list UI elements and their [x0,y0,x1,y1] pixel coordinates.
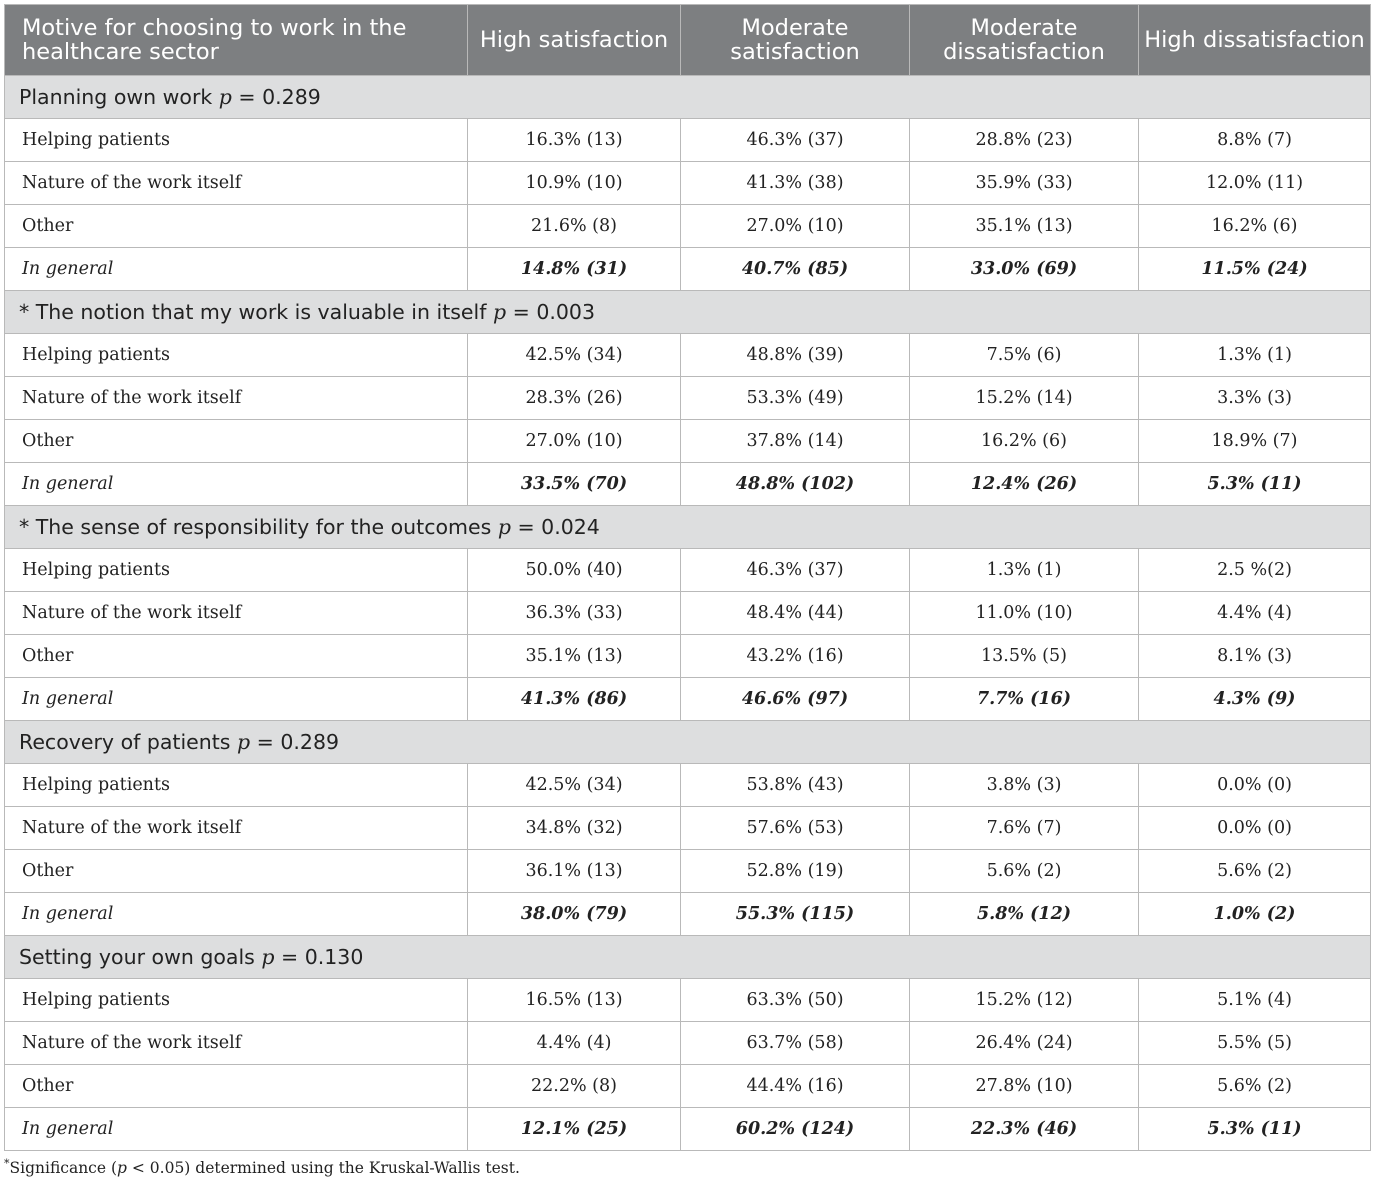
section-title [5,936,1371,979]
cell-v3: 22.3% (46) [910,1108,1139,1151]
cell-v4: 5.5% (5) [1139,1022,1371,1065]
footnote-condition: < 0.05) determined using the Kruskal-Wallis test. [126,1159,520,1178]
cell-v4: 5.6% (2) [1139,850,1371,893]
header-moderate-satisfaction: Moderate satisfaction [681,5,910,76]
cell-v1: 35.1% (13) [468,635,681,678]
section-name: Planning own work [19,85,213,109]
cell-v3: 27.8% (10) [910,1065,1139,1108]
cell-v4: 16.2% (6) [1139,205,1371,248]
footnote-p: p [117,1159,127,1178]
cell-v4: 1.3% (1) [1139,334,1371,377]
cell-v2: 37.8% (14) [681,420,910,463]
cell-v3: 7.5% (6) [910,334,1139,377]
cell-v3: 33.0% (69) [910,248,1139,291]
cell-v3: 12.4% (26) [910,463,1139,506]
header-row [5,5,1371,76]
row-label: Nature of the work itself [5,1022,468,1065]
row-label: Helping patients [5,764,468,807]
footnote-text-before: Significance ( [9,1159,118,1178]
cell-v2: 60.2% (124) [681,1108,910,1151]
cell-v2: 48.8% (102) [681,463,910,506]
cell-v3: 7.6% (7) [910,807,1139,850]
table-row [5,377,1371,420]
cell-v2: 48.8% (39) [681,334,910,377]
cell-v4: 5.3% (11) [1139,1108,1371,1151]
section-p-value: = 0.003 [506,300,596,324]
table-row [5,979,1371,1022]
cell-v2: 53.3% (49) [681,377,910,420]
section-name: The notion that my work is valuable in itself [35,300,487,324]
section-p-value: = 0.289 [231,85,321,109]
table-row [5,420,1371,463]
cell-v3: 13.5% (5) [910,635,1139,678]
cell-v3: 5.8% (12) [910,893,1139,936]
table-row [5,162,1371,205]
cell-v4: 3.3% (3) [1139,377,1371,420]
footnote-mark: * [4,1157,10,1170]
cell-v4: 0.0% (0) [1139,764,1371,807]
section-row [5,936,1371,979]
row-label: Nature of the work itself [5,807,468,850]
table-row [5,549,1371,592]
cell-v4: 11.5% (24) [1139,248,1371,291]
cell-v1: 22.2% (8) [468,1065,681,1108]
section-p-label: p [261,945,275,969]
section-title [5,76,1371,119]
header-high-dissatisfaction: High dissatisfaction [1139,5,1371,76]
cell-v2: 46.3% (37) [681,119,910,162]
footnote [4,1157,520,1177]
cell-v2: 27.0% (10) [681,205,910,248]
row-label: Helping patients [5,549,468,592]
table-row [5,850,1371,893]
cell-v2: 55.3% (115) [681,893,910,936]
section-p-label: p [237,730,251,754]
row-label: Other [5,1065,468,1108]
cell-v1: 41.3% (86) [468,678,681,721]
cell-v1: 33.5% (70) [468,463,681,506]
table-row [5,334,1371,377]
cell-v1: 28.3% (26) [468,377,681,420]
cell-v4: 5.3% (11) [1139,463,1371,506]
cell-v1: 10.9% (10) [468,162,681,205]
cell-v3: 28.8% (23) [910,119,1139,162]
section-row [5,506,1371,549]
section-p-value: = 0.130 [274,945,364,969]
cell-v2: 46.3% (37) [681,549,910,592]
section-title [5,291,1371,334]
cell-v3: 15.2% (12) [910,979,1139,1022]
section-star: * [19,515,36,539]
section-row [5,76,1371,119]
table-row-in-general [5,463,1371,506]
cell-v4: 8.1% (3) [1139,635,1371,678]
section-p-label: p [497,515,511,539]
header-moderate-dissatisfaction: Moderate dissatisfaction [910,5,1139,76]
cell-v2: 57.6% (53) [681,807,910,850]
table-row [5,764,1371,807]
cell-v1: 14.8% (31) [468,248,681,291]
section-title [5,721,1371,764]
cell-v4: 2.5 %(2) [1139,549,1371,592]
row-label: Nature of the work itself [5,592,468,635]
row-label: Other [5,850,468,893]
cell-v1: 50.0% (40) [468,549,681,592]
header-motive: Motive for choosing to work in the healthcare sector [5,5,468,76]
table-row [5,592,1371,635]
section-name: Recovery of patients [19,730,231,754]
cell-v3: 1.3% (1) [910,549,1139,592]
table-row-in-general [5,893,1371,936]
table-row-in-general [5,248,1371,291]
cell-v1: 12.1% (25) [468,1108,681,1151]
section-name: Setting your own goals [19,945,255,969]
cell-v2: 48.4% (44) [681,592,910,635]
cell-v3: 35.9% (33) [910,162,1139,205]
section-star: * [19,300,36,324]
cell-v3: 11.0% (10) [910,592,1139,635]
cell-v4: 8.8% (7) [1139,119,1371,162]
row-label: Helping patients [5,979,468,1022]
table-row [5,1022,1371,1065]
cell-v2: 63.3% (50) [681,979,910,1022]
row-label: Other [5,205,468,248]
row-label: Helping patients [5,119,468,162]
row-label: Other [5,420,468,463]
cell-v4: 18.9% (7) [1139,420,1371,463]
header-high-satisfaction: High satisfaction [468,5,681,76]
cell-v2: 52.8% (19) [681,850,910,893]
cell-v4: 5.6% (2) [1139,1065,1371,1108]
cell-v2: 53.8% (43) [681,764,910,807]
cell-v3: 3.8% (3) [910,764,1139,807]
row-label: In general [5,1108,468,1151]
cell-v2: 46.6% (97) [681,678,910,721]
cell-v1: 42.5% (34) [468,764,681,807]
cell-v3: 7.7% (16) [910,678,1139,721]
section-p-label: p [492,300,507,324]
table-row [5,205,1371,248]
section-p-value: = 0.024 [510,515,600,539]
section-name: The sense of responsibility for the outcomes [35,515,492,539]
table-row [5,119,1371,162]
cell-v1: 21.6% (8) [468,205,681,248]
cell-v1: 16.3% (13) [468,119,681,162]
row-label: In general [5,893,468,936]
row-label: Nature of the work itself [5,162,468,205]
row-label: Nature of the work itself [5,377,468,420]
table-row-in-general [5,678,1371,721]
cell-v3: 35.1% (13) [910,205,1139,248]
cell-v4: 4.3% (9) [1139,678,1371,721]
cell-v1: 34.8% (32) [468,807,681,850]
cell-v2: 40.7% (85) [681,248,910,291]
section-row [5,721,1371,764]
cell-v4: 4.4% (4) [1139,592,1371,635]
cell-v2: 44.4% (16) [681,1065,910,1108]
cell-v1: 36.1% (13) [468,850,681,893]
cell-v2: 63.7% (58) [681,1022,910,1065]
cell-v3: 16.2% (6) [910,420,1139,463]
section-title [5,506,1371,549]
cell-v1: 36.3% (33) [468,592,681,635]
table-row [5,1065,1371,1108]
row-label: In general [5,248,468,291]
row-label: In general [5,678,468,721]
section-p-label: p [218,85,232,109]
row-label: In general [5,463,468,506]
table-row [5,635,1371,678]
row-label: Helping patients [5,334,468,377]
table-row-in-general [5,1108,1371,1151]
cell-v2: 41.3% (38) [681,162,910,205]
cell-v4: 0.0% (0) [1139,807,1371,850]
cell-v1: 42.5% (34) [468,334,681,377]
cell-v4: 5.1% (4) [1139,979,1371,1022]
cell-v1: 38.0% (79) [468,893,681,936]
cell-v1: 16.5% (13) [468,979,681,1022]
section-p-value: = 0.289 [250,730,340,754]
cell-v1: 27.0% (10) [468,420,681,463]
table-row [5,807,1371,850]
section-row [5,291,1371,334]
cell-v3: 26.4% (24) [910,1022,1139,1065]
row-label: Other [5,635,468,678]
cell-v2: 43.2% (16) [681,635,910,678]
cell-v4: 12.0% (11) [1139,162,1371,205]
cell-v3: 15.2% (14) [910,377,1139,420]
cell-v1: 4.4% (4) [468,1022,681,1065]
cell-v3: 5.6% (2) [910,850,1139,893]
results-table [4,4,1371,1151]
cell-v4: 1.0% (2) [1139,893,1371,936]
